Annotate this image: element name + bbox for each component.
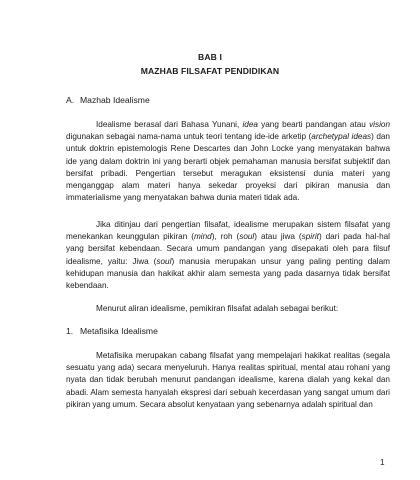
section-heading [66,95,150,105]
paragraph: Metafisika merupakan cabang filsafat yang mempelajari hakikat realitas (segala sesuatu yang ada) secara menyeluruh. Hanya realitas spiritual, mental atau rohani yang nyata dan tidak berubah menurut pandangan idealisme, karena dialah yang kekal dan abadi. Alam semesta hanyalah ekspresi dari sebuah kecerdasan yang sangat umum dari pikiran yang umum. Secara absolut kenyataan yang sebenarnya adalah spiritual dan [66,351,390,409]
section-marker: A. [66,95,75,105]
paragraph: Jika ditinjau dari pengertian filsafat, idealisme merupakan sistem filsafat yang menekankan keunggulan pikiran (mind), roh (soul) atau jiwa (spirit) dari pada hal-hal yang bersifat kebendaan. Secara umum pandangan yang disepakati oleh para filsuf idealisme, yaitu: Jiwa (soul) manusia merupakan unsur yang paling penting dalam kehidupan manusia dan hakikat akhir alam semesta yang pada dasarnya tidak bersifat kebendaan. [66,220,391,291]
subsection-title: Metafisika Idealisme [80,326,158,336]
paragraph: Idealisme berasal dari Bahasa Yunani, idea yang bearti pandangan atau vision digunakan sebagai nama-nama untuk teori tentang ide-ide arketip (archetypal ideas) dan untuk doktrin epistemologis Rene Descartes dan John Locke yang menyatakan bahwa ide yang dalam doktrin ini yang berarti objek pemahaman manusia bersifat subjektif dan bersifat pribadi. Pengertian tersebut meragukan eksistensi dunia materi yang menganggap alam materi hanya sekedar proyeksi dari pikiran manusia dan immaterialisme yang menyatakan bahwa dunia materi tidak ada. [66,120,390,203]
paragraph: Menurut aliran idealisme, pemikiran filsafat adalah sebagai berikut: [96,304,339,313]
chapter-number: BAB I [198,52,222,62]
page-number: 1 [380,458,385,467]
subsection-marker: 1. [66,326,74,336]
chapter-title: MAZHAB FILSAFAT PENDIDIKAN [140,66,280,76]
section-title: Mazhab Idealisme [80,95,150,105]
subsection-heading [66,326,158,336]
